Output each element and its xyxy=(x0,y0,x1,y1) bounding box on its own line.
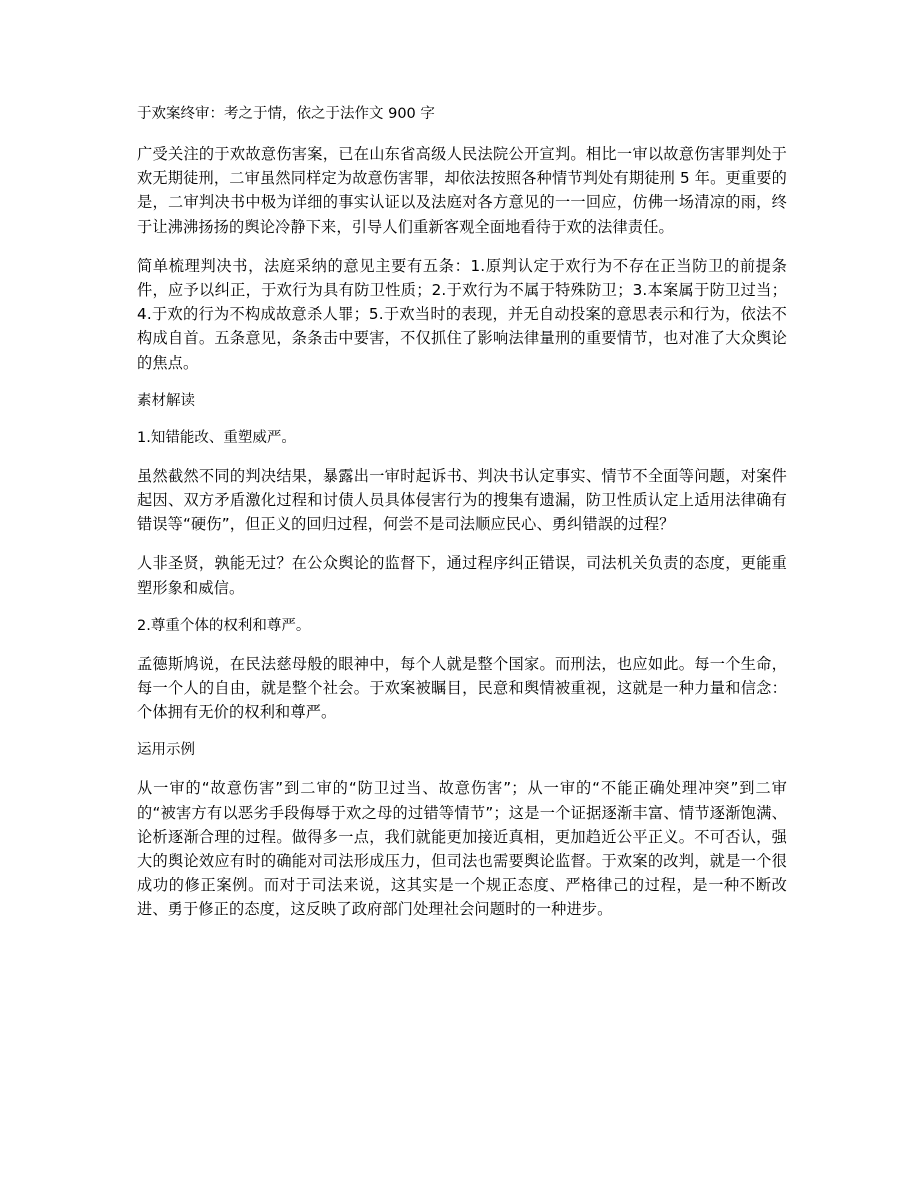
paragraph-montesquieu: 孟德斯鸠说，在民法慈母般的眼神中，每个人就是整个国家。而刑法，也应如此。每一个生命，每一个人的自由，就是整个社会。于欢案被瞩目，民意和舆情被重视，这就是一种力量和信念：个体拥有无价的权利和尊严。 xyxy=(137,654,787,722)
section-heading-example: 运用示例 xyxy=(137,742,195,759)
subheading-individual-rights: 2.尊重个体的权利和尊严。 xyxy=(137,617,311,634)
document-title: 于欢案终审：考之于情，依之于法作文 900 字 xyxy=(137,106,435,122)
paragraph-intro: 广受关注的于欢故意伤害案，已在山东省高级人民法院公开宣判。相比一审以故意伤害罪判处于欢无期徒刑，二审虽然同样定为故意伤害罪，却依法按照各种情节判处有期徒刑 5 年。更重要的是，二审判决书中极为详细的事实认证以及法庭对各方意见的一一回应，仿佛一场清凉的雨，终于让沸沸扬扬的舆论冷静下来，引导人们重新客观全面地看待于欢的法律责任。 xyxy=(137,145,787,236)
subheading-correct-mistakes: 1.知错能改、重塑威严。 xyxy=(137,429,296,446)
document-page xyxy=(137,104,787,937)
paragraph-correction-process: 虽然截然不同的判决结果，暴露出一审时起诉书、判决书认定事实、情节不全面等问题，对案件起因、双方矛盾激化过程和讨债人员具体侵害行为的搜集有遗漏，防卫性质认定上适用法律确有错误等“硬伤”，但正义的回归过程，何尝不是司法顺应民心、勇纠错誤的过程？ xyxy=(137,466,787,534)
paragraph-reshape-authority: 人非圣贤，孰能无过？在公众舆论的监督下，通过程序纠正错误，司法机关负责的态度，更能重塑形象和威信。 xyxy=(137,554,787,597)
paragraph-example: 从一审的“故意伤害”到二审的“防卫过当、故意伤害”；从一审的“不能正确处理冲突”到二审的“被害方有以恶劣手段侮辱于欢之母的过错等情节”；这是一个证据逐渐丰富、情节逐渐饱满、论析逐渐合理的过程。做得多一点，我们就能更加接近真相，更加趋近公平正义。不可否认，强大的舆论效应有时的确能对司法形成压力，但司法也需要舆论监督。于欢案的改判，就是一个很成功的修正案例。而对于司法来说，这其实是一个规正态度、严格律己的过程，是一种不断改进、勇于修正的态度，这反映了政府部门处理社会问题时的一种进步。 xyxy=(137,779,787,919)
section-heading-material: 素材解读 xyxy=(137,392,195,409)
paragraph-judgment-summary: 简单梳理判决书，法庭采纳的意见主要有五条：1.原判认定于欢行为不存在正当防卫的前提条件，应予以纠正，于欢行为具有防卫性质；2.于欢行为不属于特殊防卫；3.本案属于防卫过当；4.于欢的行为不构成故意杀人罪；5.于欢当时的表现，并无自动投案的意思表示和行为，依法不构成自首。五条意见，条条击中要害，不仅抓住了影响法律量刑的重要情节，也对准了大众舆论的焦点。 xyxy=(137,256,787,372)
